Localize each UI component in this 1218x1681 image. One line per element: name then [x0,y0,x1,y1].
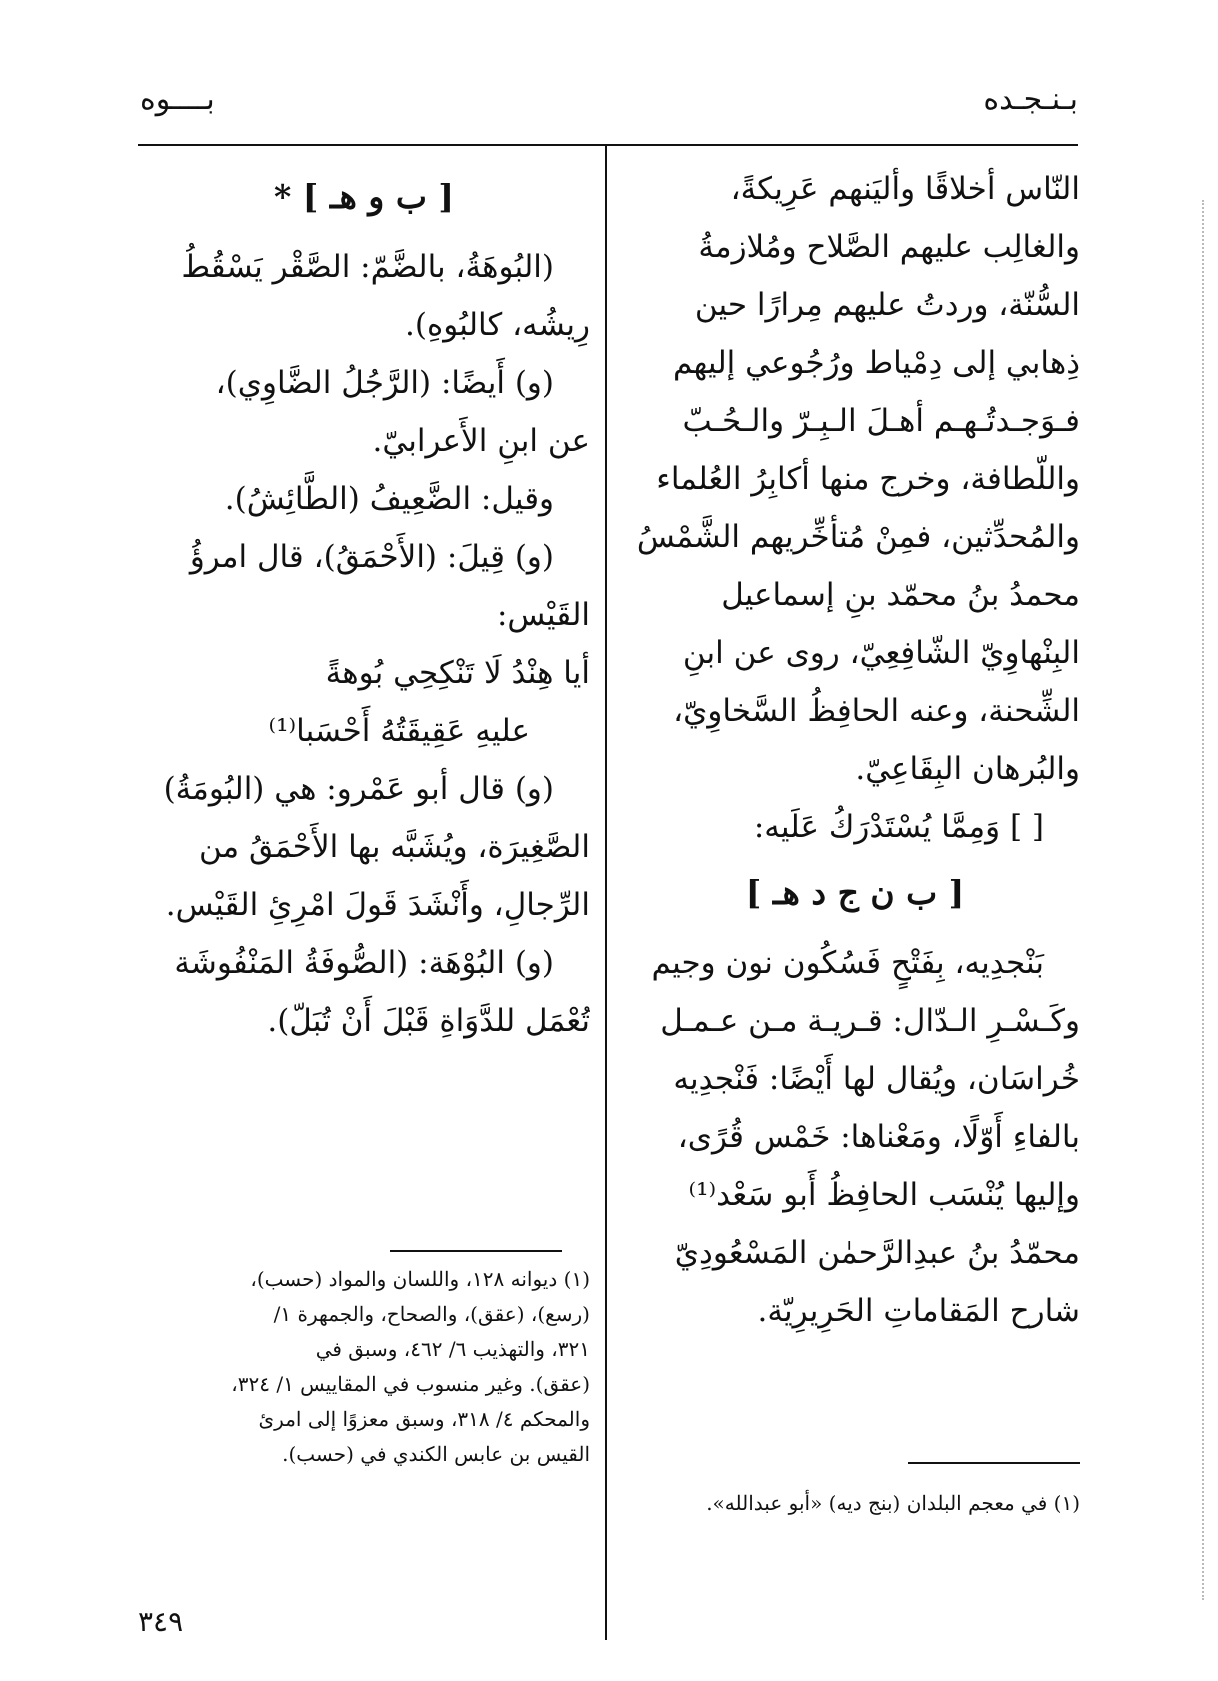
footnote-line: (١) في معجم البلدان (بنج ديه) «أبو عبدالله». [706,1491,1080,1515]
column-divider [605,146,607,1640]
header-rule [138,144,1078,146]
verse-hemistich: عليهِ عَقِيقَتُهُ أَحْسَبا⁽¹⁾ [268,713,530,749]
footnote-line: والمحكم ٤/ ٣١٨، وسبق معزوًا إلى امرئ [258,1407,590,1431]
footnote-line: ٣٢١، والتهذيب ٦/ ٤٦٢، وسبق في [315,1337,590,1361]
text-line: (و) قال أبو عَمْرو: هي (البُومَةُ) [163,771,554,807]
text-line: الشِّحنة، وعنه الحافِظُ السَّخاوِيّ، [673,693,1080,729]
text-line: (و) البُوْهَة: (الصُّوفَةُ المَنْفُوشَة [174,945,554,981]
text-line: والبُرهان البِقَاعِيّ. [855,751,1080,787]
text-line: ذِهابي إلى دِمْياط ورُجُوعي إليهم [672,345,1080,381]
text-line: وكَـسْـرِ الـدّال: قـريـة مـن عـمـل [660,1003,1080,1039]
text-line: (البُوهَةُ، بالضَّمّ: الصَّقْر يَسْقُطُ [181,249,554,285]
text-line: بَنْجدِيه، بِفَتْحٍ فَسُكُون نون وجيم [651,945,1044,981]
entry-heading-bnjdh: [ ب ن ج د هـ ] [745,873,965,912]
footnote-line: (١) ديوانه ١٢٨، واللسان والمواد (حسب)، [250,1267,590,1291]
text-line: رِيشُه، كالبُوهِ). [405,307,590,343]
text-line: خُراسَان، ويُقال لها أَيْضًا: فَنْجدِيه [673,1061,1080,1097]
footnote-rule-left [390,1250,562,1252]
running-head-left: بــــوه [140,82,215,117]
text-line: والغالِب عليهم الصَّلاح ومُلازمةُ [698,229,1080,265]
running-head-right: بـنـجـده [983,82,1078,117]
footnote-line: القيس بن عابس الكندي في (حسب). [282,1442,590,1466]
text-line: الرِّجالِ، وأَنْشَدَ قَولَ امْرِئِ القَيْس. [165,887,590,923]
text-line: فـوَجـدتُـهـم أهـلَ الـبِـرّ والـحُـبّ [682,403,1080,439]
text-line: القَيْس: [496,597,590,633]
text-line: محمّدُ بنُ عبدِالرَّحمٰن المَسْعُودِيّ [674,1235,1080,1271]
text-line: محمدُ بنُ محمّد بنِ إسماعيل [721,577,1080,613]
text-line: عن ابنِ الأَعرابيّ. [372,423,590,459]
text-line: النّاس أخلاقًا وأليَنهم عَرِيكةً، [730,171,1080,207]
footnote-left [138,1262,590,1472]
text-line: (و) أَيضًا: (الرَّجُلُ الضَّاوِي)، [215,365,554,401]
text-line: البِنْهاوِيّ الشّافِعِيّ، روى عن ابنِ [682,635,1080,671]
page-number: ٣٤٩ [138,1605,184,1638]
text-line: واللّطافة، وخرج منها أكابِرُ العُلماء [656,461,1080,497]
text-line: السُّنّة، وردتُ عليهم مِرارًا حين [694,287,1080,323]
footnote-rule-right [908,1462,1080,1464]
text-line: (و) قِيلَ: (الأَحْمَقُ)، قال امرؤُ [189,539,554,575]
text-line: شارح المَقاماتِ الحَرِيرِيّة. [757,1293,1080,1329]
entry-heading-bwh: [ ب و هـ ] * [273,177,454,216]
text-line: وإليها يُنْسَب الحافِظُ أَبو سَعْد⁽¹⁾ [688,1177,1080,1213]
footnote-line: (رسع)، (عقق)، والصحاح، والجمهرة ١/ [273,1302,590,1326]
text-line: والمُحدِّثين، فمِنْ مُتأخِّريهم الشَّمْسُ [636,519,1080,555]
footnote-right [630,1486,1080,1521]
text-line: الصَّغِيرَة، ويُشَبَّه بها الأَحْمَقُ من [198,829,590,865]
right-column [630,160,1080,1340]
text-line: بالفاءِ أَوّلًا، ومَعْناها: خَمْس قُرًى، [677,1119,1080,1155]
left-column [138,160,590,1050]
verse-hemistich: أيا هِنْدُ لَا تَنْكِحِي بُوهةً [325,655,590,691]
text-line: وقيل: الضَّعِيفُ (الطَّائِشُ). [224,481,554,517]
mustadrak-line: [ ] وَمِمَّا يُسْتَدْرَكُ عَلَيه: [753,809,1044,845]
scan-margin-dots [1200,200,1204,1600]
text-line: تُعْمَل للدَّوَاةِ قَبْلَ أَنْ تُبَلّ). [267,1003,590,1039]
footnote-line: (عقق). وغير منسوب في المقاييس ١/ ٣٢٤، [231,1372,590,1396]
